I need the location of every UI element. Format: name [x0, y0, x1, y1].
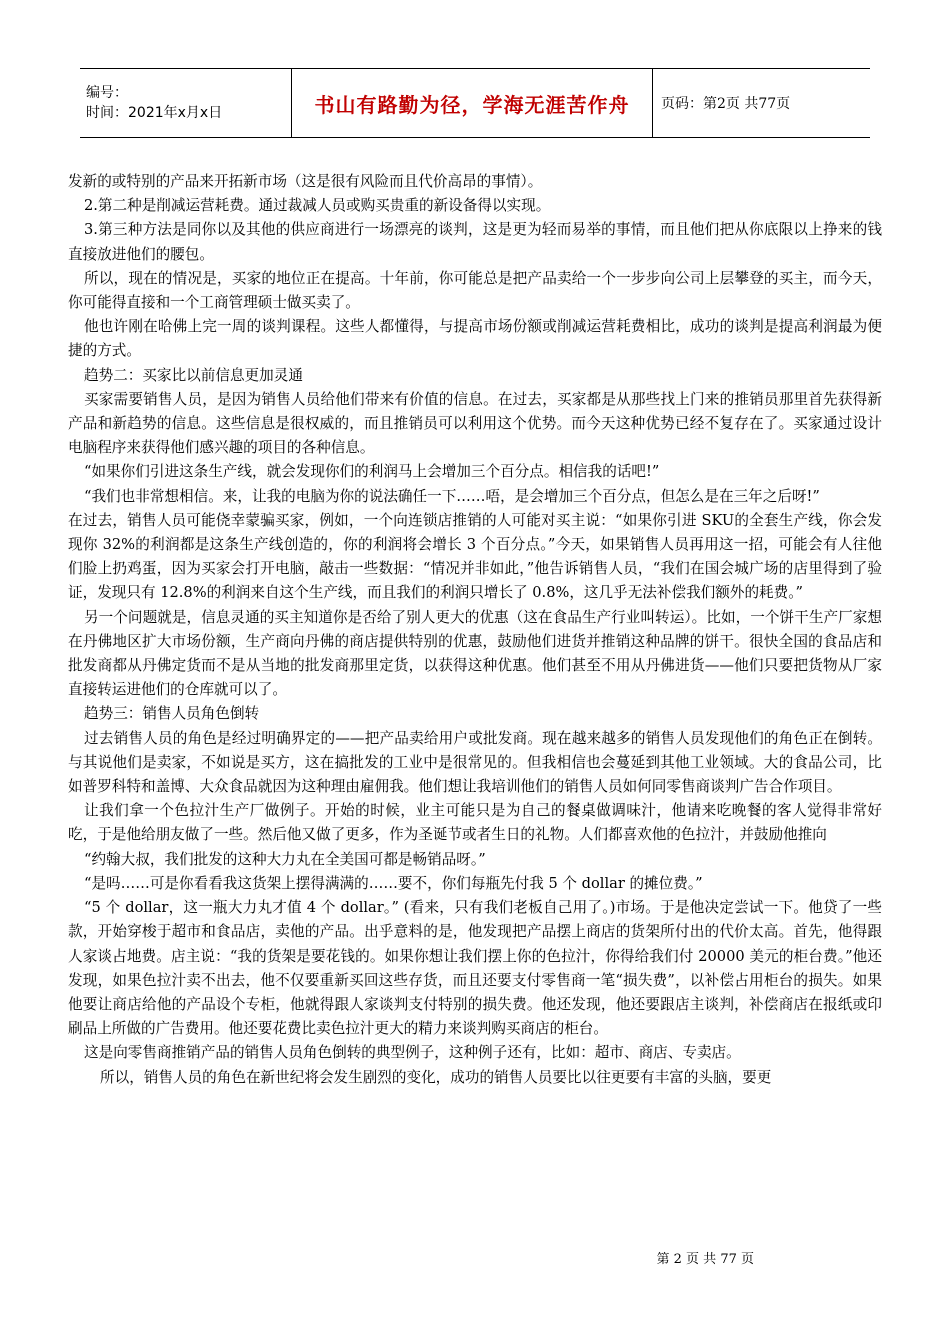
section-heading: 趋势三：销售人员角色倒转 — [84, 705, 260, 723]
motto: 书山有路勤为径，学海无涯苦作舟 — [314, 92, 630, 117]
paragraph: 所以，现在的情况是，买家的地位正在提高。十年前，你可能总是把产品卖给一个一步步向公司上层攀登的买主，而今天，你可能得直接和一个工商管理硕士做买卖了。 — [68, 269, 882, 312]
document-date: 时间：2021年x月x日 — [86, 105, 223, 121]
paragraph: 另一个问题就是，信息灵通的买主知道你是否给了别人更大的优惠（这在食品生产行业叫转运）。比如，一个饼干生产厂家想在丹佛地区扩大市场份额，生产商向丹佛的商店提供特别的优惠，鼓励他们进货并推销这种品牌的饼干。很快全国的食品店和批发商都从丹佛定货而不是从当地的批发商那里定货，以获得这种优惠。他们甚至不用从丹佛进货——他们只要把货物从厂家直接转运进他们的仓库就可以了。 — [68, 608, 882, 699]
paragraph: 让我们拿一个色拉汁生产厂做例子。开始的时候，业主可能只是为自己的餐桌做调味汁，他请来吃晚餐的客人觉得非常好吃，于是他给朋友做了一些。然后他又做了更多，作为圣诞节或者生日的礼物。人们都喜欢他的色拉汁，并鼓励他推向 — [68, 802, 882, 844]
quote: “约翰大叔，我们批发的这种大力丸在全美国可都是畅销品呀。” — [84, 850, 486, 868]
header-meta — [80, 69, 292, 138]
paragraph: 他也许刚在哈佛上完一周的谈判课程。这些人都懂得，与提高市场份额或削减运营耗费相比，成功的谈判是提高利润最为便捷的方式。 — [68, 318, 882, 360]
document-body — [68, 170, 882, 1090]
paragraph: 买家需要销售人员，是因为销售人员给他们带来有价值的信息。在过去，买家都是从那些找上门来的推销员那里首先获得新产品和新趋势的信息。这些信息是很权威的，而且推销员可以利用这个优势。而今天这种优势已经不复存在了。买家通过设计电脑程序来获得他们感兴趣的项目的各种信息。 — [68, 390, 882, 457]
section-heading: 趋势二：买家比以前信息更加灵通 — [84, 366, 303, 384]
quote: “如果你们引进这条生产线，就会发现你们的利润马上会增加三个百分点。相信我的话吧!” — [84, 463, 660, 481]
document-number: 编号： — [86, 85, 128, 101]
paragraph: “5 个 dollar，这一瓶大力丸才值 4 个 dollar。” (看来，只有我们老板自己用了。)市场。于是他决定尝试一下。他贷了一些款，开始穿梭于超市和食品店，卖他的产品。出乎意料的是，他发现把产品摆上商店的货架所付出的代价太高。首先，他得跟人家谈占地费。店主说：“我的货架是要花钱的。如果你想让我们摆上你的色拉汁，你得给我们付 20000 美元的柜台费。”他还发现，如果色拉汁卖不出去，他不仅要重新买回这些存货，而且还要支付零售商一笔“损失费”，以补偿占用柜台的损失。如果他要让商店给他的产品设个专柜，他就得跟人家谈判支付特别的损失费。他还发现，他还要跟店主谈判，补偿商店在报纸或印刷品上所做的广告费用。他还要花费比卖色拉汁更大的精力来谈判购买商店的柜台。 — [68, 899, 882, 1038]
paragraph: 2.第二种是削减运营耗费。通过裁减人员或购买贵重的新设备得以实现。 — [84, 197, 551, 215]
quote: “是吗……可是你看看我这货架上摆得满满的……要不，你们每瓶先付我 5 个 dollar 的摊位费。” — [84, 874, 703, 892]
quote: “我们也非常想相信。来，让我的电脑为你的说法确任一下……唔，是会增加三个百分点，但怎么是在三年之后呀!” — [84, 487, 820, 505]
header-motto-cell — [292, 69, 653, 138]
paragraph: 3.第三种方法是同你以及其他的供应商进行一场漂亮的谈判，这是更为轻而易举的事情，而且他们把从你底限以上挣来的钱直接放进他们的腰包。 — [68, 221, 882, 263]
paragraph: 过去销售人员的角色是经过明确界定的——把产品卖给用户或批发商。现在越来越多的销售人员发现他们的角色正在倒转。与其说他们是卖家，不如说是买方，这在搞批发的工业中是很常见的。但我相信也会蔓延到其他工业领域。大的食品公司，比如普罗科特和盖博、大众食品就因为这种理由雇佣我。他们想让我培训他们的销售人员如何同零售商谈判广告合作项目。 — [68, 729, 882, 796]
paragraph: 发新的或特别的产品来开拓新市场（这是很有风险而且代价高昂的事情）。 — [68, 173, 543, 190]
header-page-number: 页码：第2页 共77页 — [653, 69, 871, 138]
paragraph: 这是向零售商推销产品的销售人员角色倒转的典型例子，这种例子还有，比如：超市、商店、专卖店。 — [84, 1044, 741, 1062]
page-footer: 第 2 页 共 77 页 — [656, 1252, 754, 1267]
paragraph: 在过去，销售人员可能侥幸蒙骗买家，例如，一个向连锁店推销的人可能对买主说：“如果你引进 SKU的全套生产线，你会发现你 32%的利润都是这条生产线创造的，你的利润将会增长 3 个百分点。”今天，如果销售人员再用这一招，可能会有人往他们脸上扔鸡蛋，因为买家会打开电脑，敲击一些数据：“情况并非如此，”他告诉销售人员，“我们在国会城广场的店里得到了验证，发现只有 12.8%的利润来自这个生产线，而且我们的利润只增长了 0.8%，这几乎无法补偿我们额外的耗费。” — [68, 511, 882, 602]
document-header — [80, 68, 870, 138]
paragraph: 所以，销售人员的角色在新世纪将会发生剧烈的变化，成功的销售人员要比以往更要有丰富的头脑，要更 — [100, 1068, 772, 1086]
